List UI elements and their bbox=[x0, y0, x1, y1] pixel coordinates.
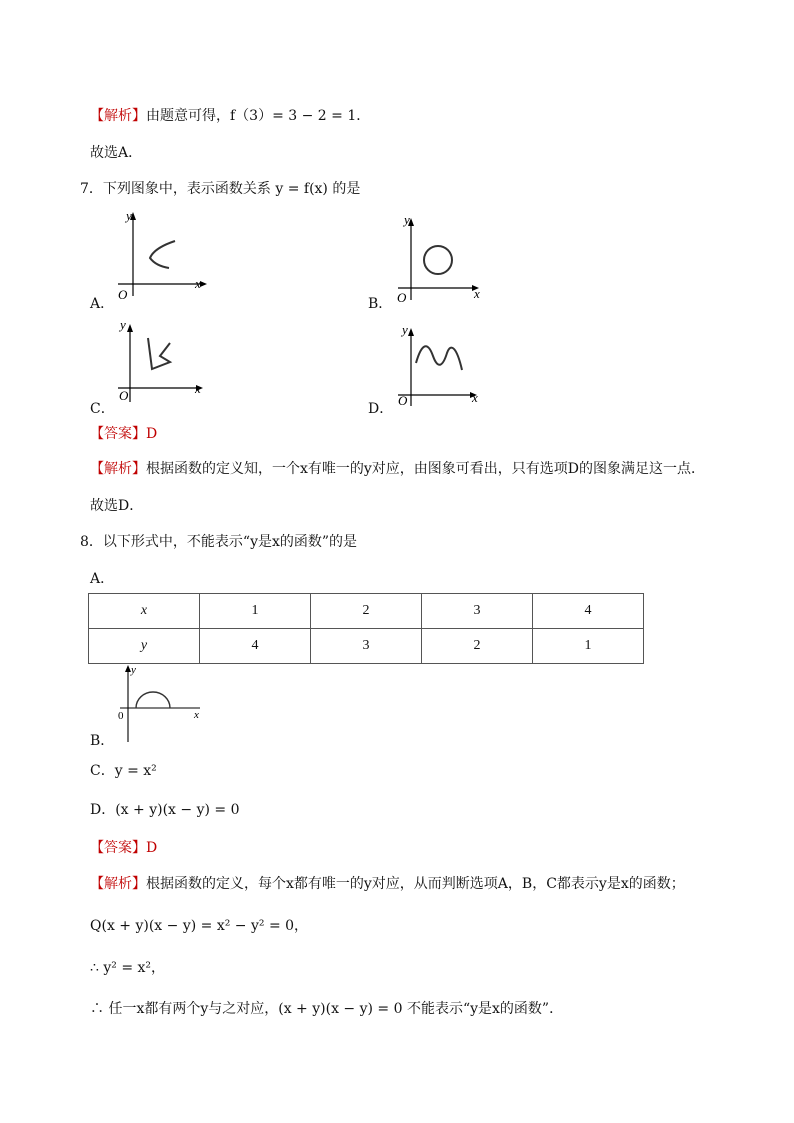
q7-graph-a bbox=[112, 208, 212, 303]
analysis-tag: 【解析】 bbox=[90, 108, 146, 124]
x-axis-label: x bbox=[195, 276, 201, 291]
curve-c bbox=[148, 338, 170, 369]
analysis-text: 由题意可得，f（3）= 3 − 2 = 1． bbox=[146, 108, 371, 124]
answer-tag: 【答案】 bbox=[90, 840, 146, 856]
origin-label: O bbox=[397, 290, 407, 305]
q8-analysis-line2: Q(x + y)(x − y) = x² − y² = 0， bbox=[90, 918, 309, 934]
q8-value-table bbox=[88, 593, 644, 664]
y-axis-label: y bbox=[404, 212, 410, 227]
q8-option-c: C．y = x² bbox=[90, 763, 157, 779]
origin-label: 0 bbox=[118, 710, 124, 722]
table-cell: 4 bbox=[200, 629, 311, 664]
x-axis-label: x bbox=[195, 381, 201, 396]
analysis-tag: 【解析】 bbox=[90, 876, 146, 892]
table-row bbox=[89, 629, 644, 664]
row-head-y: y bbox=[89, 629, 200, 664]
q7-graph-d-svg bbox=[392, 320, 492, 415]
table-cell: 2 bbox=[422, 629, 533, 664]
q7-option-c-label: C． bbox=[90, 401, 115, 417]
q7-graph-c bbox=[112, 316, 212, 411]
x-axis-label: x bbox=[472, 390, 478, 405]
q8-option-d: D．(x + y)(x − y) = 0 bbox=[90, 802, 240, 818]
x-axis-label: x bbox=[194, 709, 199, 721]
q7-option-a-label: A． bbox=[90, 296, 115, 312]
q6-analysis-line bbox=[90, 107, 370, 125]
q7-option-d-label: D． bbox=[368, 401, 394, 417]
answer-tag: 【答案】 bbox=[90, 426, 146, 442]
q7-graph-d bbox=[392, 320, 492, 415]
origin-label: O bbox=[118, 287, 128, 302]
circle-b bbox=[424, 246, 452, 274]
table-cell: 1 bbox=[533, 629, 644, 664]
q7-graph-a-svg bbox=[112, 208, 212, 303]
table-cell: 1 bbox=[200, 594, 311, 629]
origin-label: O bbox=[119, 388, 129, 403]
table-cell: 3 bbox=[422, 594, 533, 629]
table-cell: 2 bbox=[311, 594, 422, 629]
q8-analysis-line4: ∴ 任一x都有两个y与之对应，(x + y)(x − y) = 0 不能表示“y是x的函数”． bbox=[90, 1001, 564, 1017]
q8-answer-line bbox=[90, 839, 157, 857]
y-axis-arrow bbox=[127, 324, 133, 332]
table-cell: 4 bbox=[533, 594, 644, 629]
row-head-x: x bbox=[89, 594, 200, 629]
x-axis-label: x bbox=[474, 286, 480, 301]
table-row bbox=[89, 594, 644, 629]
origin-label: O bbox=[398, 393, 408, 408]
q7-graph-b bbox=[392, 212, 492, 307]
q7-graph-b-svg bbox=[392, 212, 492, 307]
analysis-text: 根据函数的定义，每个x都有唯一的y对应，从而判断选项A，B，C都表示y是x的函数； bbox=[146, 876, 685, 892]
table-cell: 3 bbox=[311, 629, 422, 664]
q8-graph-b-svg bbox=[112, 664, 212, 744]
y-axis-label: y bbox=[120, 317, 126, 332]
q7-choose: 故选D． bbox=[90, 498, 144, 514]
q7-graph-c-svg bbox=[112, 316, 212, 411]
curve-a bbox=[150, 241, 175, 268]
q8-graph-b bbox=[112, 664, 212, 744]
y-axis-label: y bbox=[131, 664, 136, 676]
y-axis-arrow bbox=[408, 328, 414, 336]
q8-analysis-line3: ∴ y² = x²， bbox=[90, 960, 166, 976]
semicircle-b bbox=[136, 692, 170, 708]
q8-analysis-line bbox=[90, 875, 685, 893]
q7-stem: 7．下列图象中，表示函数关系 y = f(x) 的是 bbox=[80, 181, 361, 197]
q6-choose: 故选A． bbox=[90, 145, 143, 161]
q7-option-b-label: B． bbox=[368, 296, 393, 312]
y-axis-label: y bbox=[402, 322, 408, 337]
q7-analysis-line bbox=[90, 460, 705, 478]
q8-option-a-label: A． bbox=[90, 571, 115, 587]
answer-value: D bbox=[146, 426, 158, 442]
q8-stem: 8．以下形式中，不能表示“y是x的函数”的是 bbox=[80, 534, 358, 550]
answer-value: D bbox=[146, 840, 158, 856]
curve-d bbox=[416, 346, 462, 370]
y-axis-label: y bbox=[126, 208, 132, 223]
q7-answer-line bbox=[90, 425, 157, 443]
q8-option-b-label: B． bbox=[90, 733, 115, 749]
analysis-tag: 【解析】 bbox=[90, 461, 146, 477]
analysis-text: 根据函数的定义知，一个x有唯一的y对应，由图象可看出，只有选项D的图象满足这一点． bbox=[146, 461, 706, 477]
x-axis-arrow bbox=[200, 281, 207, 287]
